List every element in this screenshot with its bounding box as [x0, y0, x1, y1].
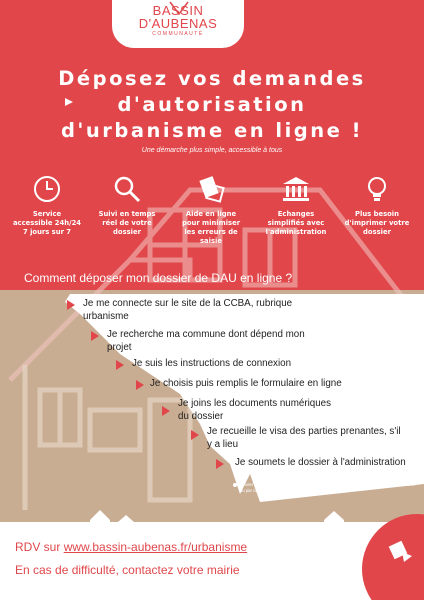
title-line1: Déposez vos demandes	[58, 67, 366, 90]
help-icon	[196, 174, 226, 204]
feature-label: Echanges simplifiés avec l'administration	[265, 210, 327, 236]
feature-help	[176, 174, 246, 246]
feature-label: Suivi en temps réel de votre dossier	[98, 210, 156, 236]
footer-background	[0, 522, 424, 600]
feature-label: Aide en ligne pour minimiser les erreurs de saisie	[181, 210, 241, 245]
step-arrow-icon	[116, 360, 124, 370]
feature-label: Plus besoin d'imprimer votre dossier	[344, 210, 410, 236]
step-arrow-icon	[162, 406, 170, 416]
building-icon	[281, 174, 311, 204]
contact-line: En cas de difficulté, contactez votre mairie	[15, 563, 240, 577]
step-5: Je joins les documents numériques du dossier	[178, 398, 332, 422]
feature-service	[12, 174, 82, 237]
feature-paperless	[342, 174, 412, 237]
logo-line1: BASSIN	[152, 3, 204, 18]
step-2: Je recherche ma commune dont dépend mon projet	[107, 329, 305, 353]
step-arrow-icon	[67, 300, 75, 310]
title-line3: d'urbanisme en ligne !	[60, 119, 364, 142]
step-3: Je suis les instructions de connexion	[132, 358, 292, 369]
rdv-line	[15, 540, 247, 554]
step-4: Je choisis puis remplis le formulaire en ligne	[150, 378, 342, 389]
logo-line2: D'AUBENAS	[138, 16, 218, 31]
feature-tracking	[92, 174, 162, 237]
website-link[interactable]: www.bassin-aubenas.fr/urbanisme	[63, 540, 248, 554]
cursor-icon	[65, 98, 73, 106]
logo-wordmark	[112, 4, 244, 30]
section-question: Comment déposer mon dossier de DAU en ligne ?	[24, 271, 293, 285]
step-arrow-icon	[216, 459, 224, 469]
clock-icon	[32, 174, 62, 204]
logo[interactable]	[112, 0, 244, 48]
step-6: Je recueille le visa des parties prenantes, s'il y a lieu	[207, 426, 401, 450]
page-title	[20, 66, 404, 144]
step-1: Je me connecte sur le site de la CCBA, rubrique urbanisme	[83, 298, 293, 322]
step-arrow-icon	[91, 331, 99, 341]
feature-exchange	[261, 174, 331, 237]
step-arrow-icon	[136, 380, 144, 390]
title-line2: d'autorisation	[117, 93, 307, 116]
feature-label: Service accessible 24h/24 7 jours sur 7	[12, 210, 82, 236]
logo-subtitle: COMMUNAUTÉ	[152, 31, 204, 37]
step-7: Je soumets le dossier à l'administration	[235, 457, 406, 468]
lightbulb-icon	[362, 174, 392, 204]
magnifier-icon	[112, 174, 142, 204]
note-bullet-icon	[233, 483, 237, 487]
note-text: A noter qu'il est toujours possible de déposer vos demandes directement au service urbanisme ou par courrier adressé à la commune où se situe le projet.	[240, 482, 416, 493]
document-icon	[388, 540, 412, 562]
rdv-prefix: RDV sur	[15, 540, 64, 554]
subtitle: Une démarche plus simple, accessible à tous	[141, 147, 283, 154]
step-arrow-icon	[191, 430, 199, 440]
